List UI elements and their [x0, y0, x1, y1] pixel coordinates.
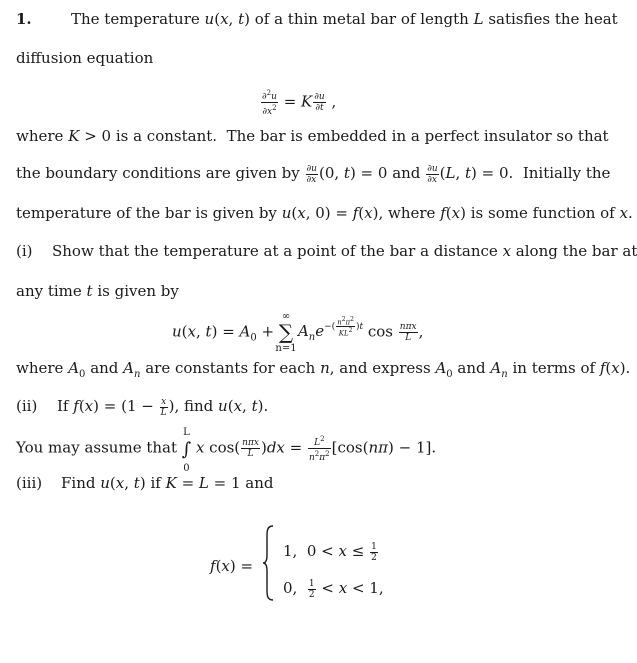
part-i-label: (i): [16, 242, 33, 260]
part-iii-text: Find u(x, t) if K = L = 1 and: [61, 474, 274, 492]
where-constant-line: where K > 0 is a constant. The bar is embedded in a perfect insulator so that: [16, 127, 609, 145]
part-i-text: Show that the temperature at a point of the bar a distance x along the bar at: [52, 242, 637, 260]
question-number: 1.: [16, 10, 32, 28]
piecewise-case-1: 1, 0 < x ≤ $\frac{1}{2}$: [283, 541, 377, 563]
series-solution: u(x, $t) = A_0$ + ∑ ∞ n=1 $A_ne^{-( \frac{n^2\pi^2}{KL^2} )t}$ cos $\frac{\text{nπx}}{L}$ ,: [172, 311, 424, 355]
piecewise-case-2: 0, $\frac{1}{2}$ < x < 1,: [283, 578, 384, 600]
part-i-text-2: any time t is given by: [16, 282, 179, 300]
piecewise-brace: [262, 525, 274, 601]
part-ii-text: If f(x) = (1 − $\frac{x}{L}$ ), find u(x, t).: [57, 396, 269, 418]
intro-text: The temperature u(x, t) of a thin metal bar of length L satisfies the heat: [71, 10, 618, 28]
integral-symbol: ∫ L 0: [181, 426, 192, 474]
part-ii-label: (ii): [16, 397, 38, 415]
initial-condition-line: temperature of the bar is given by u(x, 0) = f(x), where f(x) is some function of x.: [16, 204, 633, 222]
part-i-after: where $A_0$ and $A_n$ are constants for each n, and express $A_0$ and $A_n$ in terms of f(x).: [16, 359, 631, 380]
heat-equation: $\frac{\partial^2u}{\partial x^2}$ = K $\frac{\partial u}{\partial t}$ ,: [262, 89, 337, 117]
part-ii-assume: You may assume that ∫ L 0 x cos( $\frac{\text{nπx}}{L}$ )dx = $\frac{L^2}{n^2\pi^2}$ [cos(nπ) − 1].: [16, 426, 437, 474]
boundary-conditions-line: the boundary conditions are given by $\frac{\partial u}{\partial x}$ (0, t) = 0 and $\frac{\partial u}{\partial x}$ (L, t) = 0. Initially the: [16, 163, 611, 185]
intro-text-2: diffusion equation: [16, 49, 154, 67]
piecewise-f-label: f(x) =: [210, 557, 254, 575]
part-iii-label: (iii): [16, 474, 43, 492]
sum-symbol: ∑ ∞ n=1: [275, 311, 297, 355]
